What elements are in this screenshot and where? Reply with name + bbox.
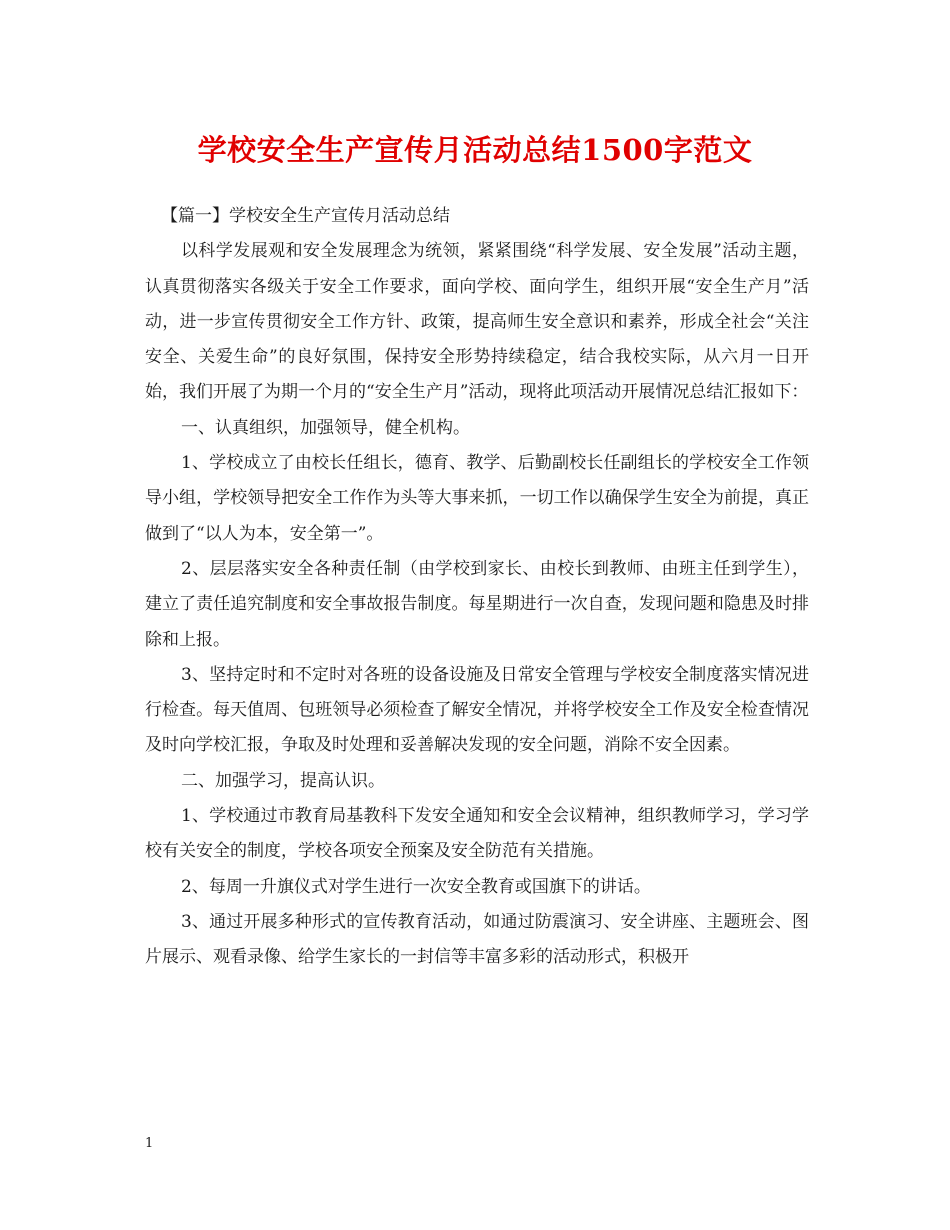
paragraph: 3、坚持定时和不定时对各班的设备设施及日常安全管理与学校安全制度落实情况进行检查。每天值周、包班领导必须检查了解安全情况，并将学校安全工作及安全检查情况及时向学校汇报，争取及时处理和妥善解决发现的安全问题，消除不安全因素。	[145, 664, 809, 756]
paragraph: 2、层层落实安全各种责任制（由学校到家长、由校长到教师、由班主任到学生），建立了责任追究制度和安全事故报告制度。每星期进行一次自查，发现问题和隐患及时排除和上报。	[145, 558, 809, 650]
paragraph: 1、学校成立了由校长任组长，德育、教学、后勤副校长任副组长的学校安全工作领导小组，学校领导把安全工作作为头等大事来抓，一切工作以确保学生安全为前提，真正做到了“以人为本，安全第一”。	[145, 453, 809, 544]
paragraph: 1、学校通过市教育局基教科下发安全通知和安全会议精神，组织教师学习，学习学校有关安全的制度，学校各项安全预案及安全防范有关措施。	[145, 806, 809, 862]
page-number: 1	[145, 1136, 154, 1151]
paragraph: 3、通过开展多种形式的宣传教育活动，如通过防震演习、安全讲座、主题班会、图片展示、观看录像、给学生家长的一封信等丰富多彩的活动形式，积极开	[145, 911, 809, 968]
paragraph: 二、加强学习，提高认识。	[181, 770, 385, 791]
document-title: 学校安全生产宣传月活动总结1500字范文	[197, 133, 753, 167]
paragraph: 一、认真组织，加强领导，健全机构。	[181, 417, 470, 438]
document-body	[145, 199, 809, 976]
section-heading: 【篇一】学校安全生产宣传月活动总结	[161, 206, 450, 226]
paragraph: 以科学发展观和安全发展理念为统领，紧紧围绕“科学发展、安全发展”活动主题，认真贯彻落实各级关于安全工作要求，面向学校、面向学生，组织开展“安全生产月”活动，进一步宣传贯彻安全工作方针、政策，提高师生安全意识和素养，形成全社会“关注安全、关爱生命”的良好氛围，保持安全形势持续稳定，结合我校实际，从六月一日开始，我们开展了为期一个月的“安全生产月”活动，现将此项活动开展情况总结汇报如下：	[145, 241, 809, 403]
paragraph: 2、每周一升旗仪式对学生进行一次安全教育或国旗下的讲话。	[181, 876, 651, 897]
